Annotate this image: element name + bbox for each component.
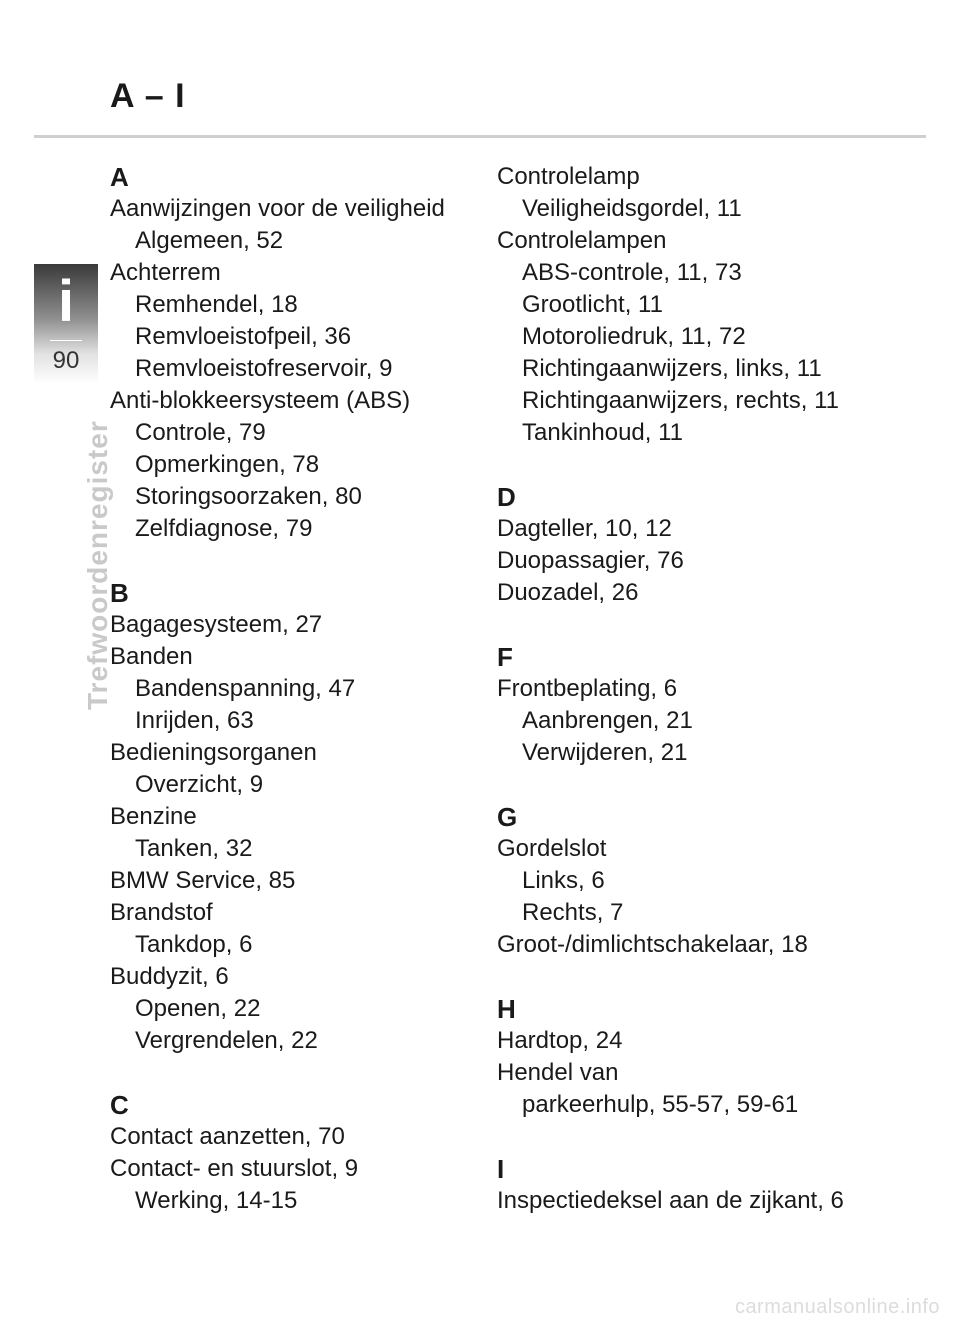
index-subentry: Rechts, 7 xyxy=(522,899,624,926)
index-column-right xyxy=(497,161,917,1217)
section-gap xyxy=(497,449,917,481)
index-letter-heading: C xyxy=(110,1090,129,1120)
info-icon: i xyxy=(57,269,75,334)
index-letter-heading: D xyxy=(497,482,516,512)
index-subentry: Zelfdiagnose, 79 xyxy=(135,515,313,542)
index-entry: BMW Service, 85 xyxy=(110,867,296,894)
index-subentry: Richtingaanwijzers, rechts, 11 xyxy=(522,387,840,414)
index-column-left xyxy=(110,161,530,1217)
index-subentry: Verwijderen, 21 xyxy=(522,739,688,766)
index-letter-heading: G xyxy=(497,802,518,832)
index-entry: Controlelampen xyxy=(497,227,667,254)
index-entry: Duopassagier, 76 xyxy=(497,547,684,574)
section-gap xyxy=(110,545,530,577)
index-subentry: Tankdop, 6 xyxy=(135,931,253,958)
index-subentry: Algemeen, 52 xyxy=(135,227,284,254)
index-subentry: Remvloeistofreservoir, 9 xyxy=(135,355,393,382)
index-subentry: Controle, 79 xyxy=(135,419,266,446)
index-subentry: Storingsoorzaken, 80 xyxy=(135,483,362,510)
index-letter-heading: F xyxy=(497,642,513,672)
index-subentry: ABS-controle, 11, 73 xyxy=(522,259,742,286)
index-entry: Controlelamp xyxy=(497,163,640,190)
watermark: carmanualsonline.info xyxy=(734,1296,940,1318)
index-subentry: Bandenspanning, 47 xyxy=(135,675,356,702)
index-entry: Bagagesysteem, 27 xyxy=(110,611,323,638)
index-entry: Achterrem xyxy=(110,259,221,286)
index-entry: Dagteller, 10, 12 xyxy=(497,515,672,542)
index-subentry: Openen, 22 xyxy=(135,995,261,1022)
index-subentry: parkeerhulp, 55-57, 59-61 xyxy=(522,1091,799,1118)
index-letter-heading: A xyxy=(110,162,129,192)
index-letter-heading: I xyxy=(497,1154,505,1184)
index-entry: Buddyzit, 6 xyxy=(110,963,229,990)
index-subentry: Inrijden, 63 xyxy=(135,707,254,734)
index-entry: Banden xyxy=(110,643,193,670)
index-entry: Bedieningsorganen xyxy=(110,739,317,766)
index-letter-heading: B xyxy=(110,578,129,608)
index-entry: Hardtop, 24 xyxy=(497,1027,623,1054)
index-subentry: Vergrendelen, 22 xyxy=(135,1027,318,1054)
section-label: Trefwoordenregister xyxy=(82,420,113,710)
index-entry: Gordelslot xyxy=(497,835,607,862)
index-subentry: Aanbrengen, 21 xyxy=(522,707,693,734)
section-gap xyxy=(110,1057,530,1089)
index-subentry: Remhendel, 18 xyxy=(135,291,298,318)
index-subentry: Werking, 14-15 xyxy=(135,1187,298,1214)
index-subentry: Motoroliedruk, 11, 72 xyxy=(522,323,746,350)
index-entry: Brandstof xyxy=(110,899,213,926)
index-entry: Hendel van xyxy=(497,1059,619,1086)
section-gap xyxy=(497,1121,917,1153)
index-entry: Contact aanzetten, 70 xyxy=(110,1123,345,1150)
index-subentry: Tanken, 32 xyxy=(135,835,253,862)
index-subentry: Remvloeistofpeil, 36 xyxy=(135,323,352,350)
index-entry: Aanwijzingen voor de veiligheid xyxy=(110,195,445,222)
index-entry: Benzine xyxy=(110,803,197,830)
index-entry: Frontbeplating, 6 xyxy=(497,675,678,702)
index-subentry: Links, 6 xyxy=(522,867,605,894)
index-entry: Contact- en stuurslot, 9 xyxy=(110,1155,359,1182)
index-subentry: Overzicht, 9 xyxy=(135,771,264,798)
index-subentry: Veiligheidsgordel, 11 xyxy=(522,195,742,222)
title-divider xyxy=(34,135,926,138)
page-title: A – I xyxy=(110,77,186,115)
index-tab xyxy=(34,264,98,384)
index-entry: Inspectiedeksel aan de zijkant, 6 xyxy=(497,1187,844,1214)
index-subentry: Grootlicht, 11 xyxy=(522,291,663,318)
section-gap xyxy=(497,609,917,641)
index-subentry: Opmerkingen, 78 xyxy=(135,451,320,478)
index-entry: Anti-blokkeersysteem (ABS) xyxy=(110,387,411,414)
index-subentry: Richtingaanwijzers, links, 11 xyxy=(522,355,822,382)
page-number: 90 xyxy=(52,347,80,374)
index-subentry: Tankinhoud, 11 xyxy=(522,419,684,446)
index-entry: Groot-/dimlichtschakelaar, 18 xyxy=(497,931,808,958)
index-letter-heading: H xyxy=(497,994,516,1024)
tab-divider xyxy=(50,340,82,341)
section-gap xyxy=(497,769,917,801)
index-entry: Duozadel, 26 xyxy=(497,579,639,606)
section-gap xyxy=(497,961,917,993)
